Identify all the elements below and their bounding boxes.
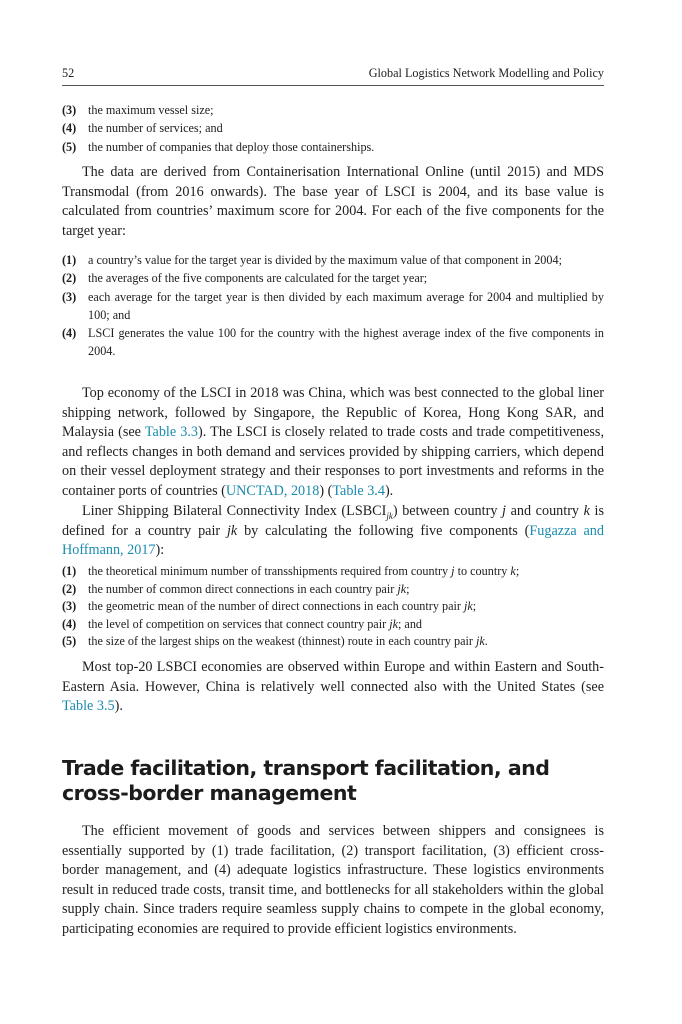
paragraph-lsci-2018: Top economy of the LSCI in 2018 was China, which was best connected to the global liner shipping network, followed by Singapore, the Republic of Korea, Hong Kong SAR, and Malaysia (see Table 3.3). The LSCI is closely related to trade costs and trade competitiveness, and reflects changes in both demand and services provided by shipping carriers, which depend on their vessel deployment strategy and their responses to port investments and reforms in the container ports of countries (UNCTAD, 2018) (Table 3.4). (62, 385, 604, 499)
list-item: (3) each average for the target year is then divided by each maximum average for 2004 and multiplied by 100; and (62, 289, 604, 322)
paragraph-trade-facilitation: The efficient movement of goods and services between shippers and consignees is essentially supported by (1) trade facilitation, (2) transport facilitation, (3) efficient cross-border management, and (4) adequate logistics infrastructure. These logistics environments result in reduced trade costs, transit time, and bottlenecks for all stakeholders within the global supply chain. Since traders require seamless supply chains to compete in the global economy, participating economies are required to provide efficient logistics environments. (62, 823, 604, 937)
section-heading: Trade facilitation, transport facilitation, and cross-border management (62, 756, 550, 805)
list-item: (1) a country’s value for the target year is divided by the maximum value of that component in 2004; (62, 253, 562, 267)
list-item: (2) the number of common direct connections in each country pair jk; (62, 581, 410, 596)
running-title: Global Logistics Network Modelling and Policy (368, 66, 604, 80)
list-item: (1) the theoretical minimum number of transshipments required from country j to country k; (62, 564, 520, 578)
paragraph-top20-lsbci: Most top-20 LSBCI economies are observed within Europe and within Eastern and South-Eastern Asia. However, China is relatively well connected also with the United States (see Table 3.5). (62, 659, 604, 715)
running-header (62, 65, 604, 86)
component-list-top (62, 101, 604, 156)
list-item: (3) the maximum vessel size; (62, 103, 214, 117)
list-item: (4) the number of services; and (62, 121, 223, 136)
table-3-4-link[interactable]: Table 3.4 (332, 482, 385, 499)
lsbci-components-list (62, 563, 604, 651)
unctad-2018-citation-link[interactable]: UNCTAD, 2018 (225, 482, 320, 499)
list-item: (4) LSCI generates the value 100 for the country with the highest average index of the five components in 2004. (62, 326, 604, 359)
paragraph-lsbci: Liner Shipping Bilateral Connectivity Index $(LSBCI_{jk})$ between country j and country k is defined for a country pair jk by calculating the following five components (Fugazza and Hoffmann, 2017): (62, 503, 605, 559)
table-3-5-link[interactable]: Table 3.5 (62, 698, 115, 715)
fugazza-hoffmann-citation-link[interactable]: Fugazza and Hoffmann, 2017 (62, 522, 604, 559)
list-item: (2) the averages of the five components are calculated for the target year; (62, 271, 428, 286)
table-3-3-link[interactable]: Table 3.3 (144, 424, 199, 441)
list-item: (5) the number of companies that deploy those containerships. (62, 139, 375, 154)
page-number: 52 (62, 66, 75, 80)
list-item: (5) the size of the largest ships on the weakest (thinnest) route in each country pair jk. (62, 634, 488, 648)
paragraph-lsci-data: The data are derived from Containerisation International Online (until 2015) and MDS Transmodal (from 2016 onwards). The base year of LSCI is 2004, and its base value is calculated from countries’ maximum score for 2004. For each of the five components for the target year: (62, 164, 604, 239)
list-item: (4) the level of competition on services that connect country pair jk; and (62, 616, 423, 631)
calculation-steps-list (62, 251, 604, 361)
list-item: (3) the geometric mean of the number of direct connections in each country pair jk; (62, 599, 477, 613)
